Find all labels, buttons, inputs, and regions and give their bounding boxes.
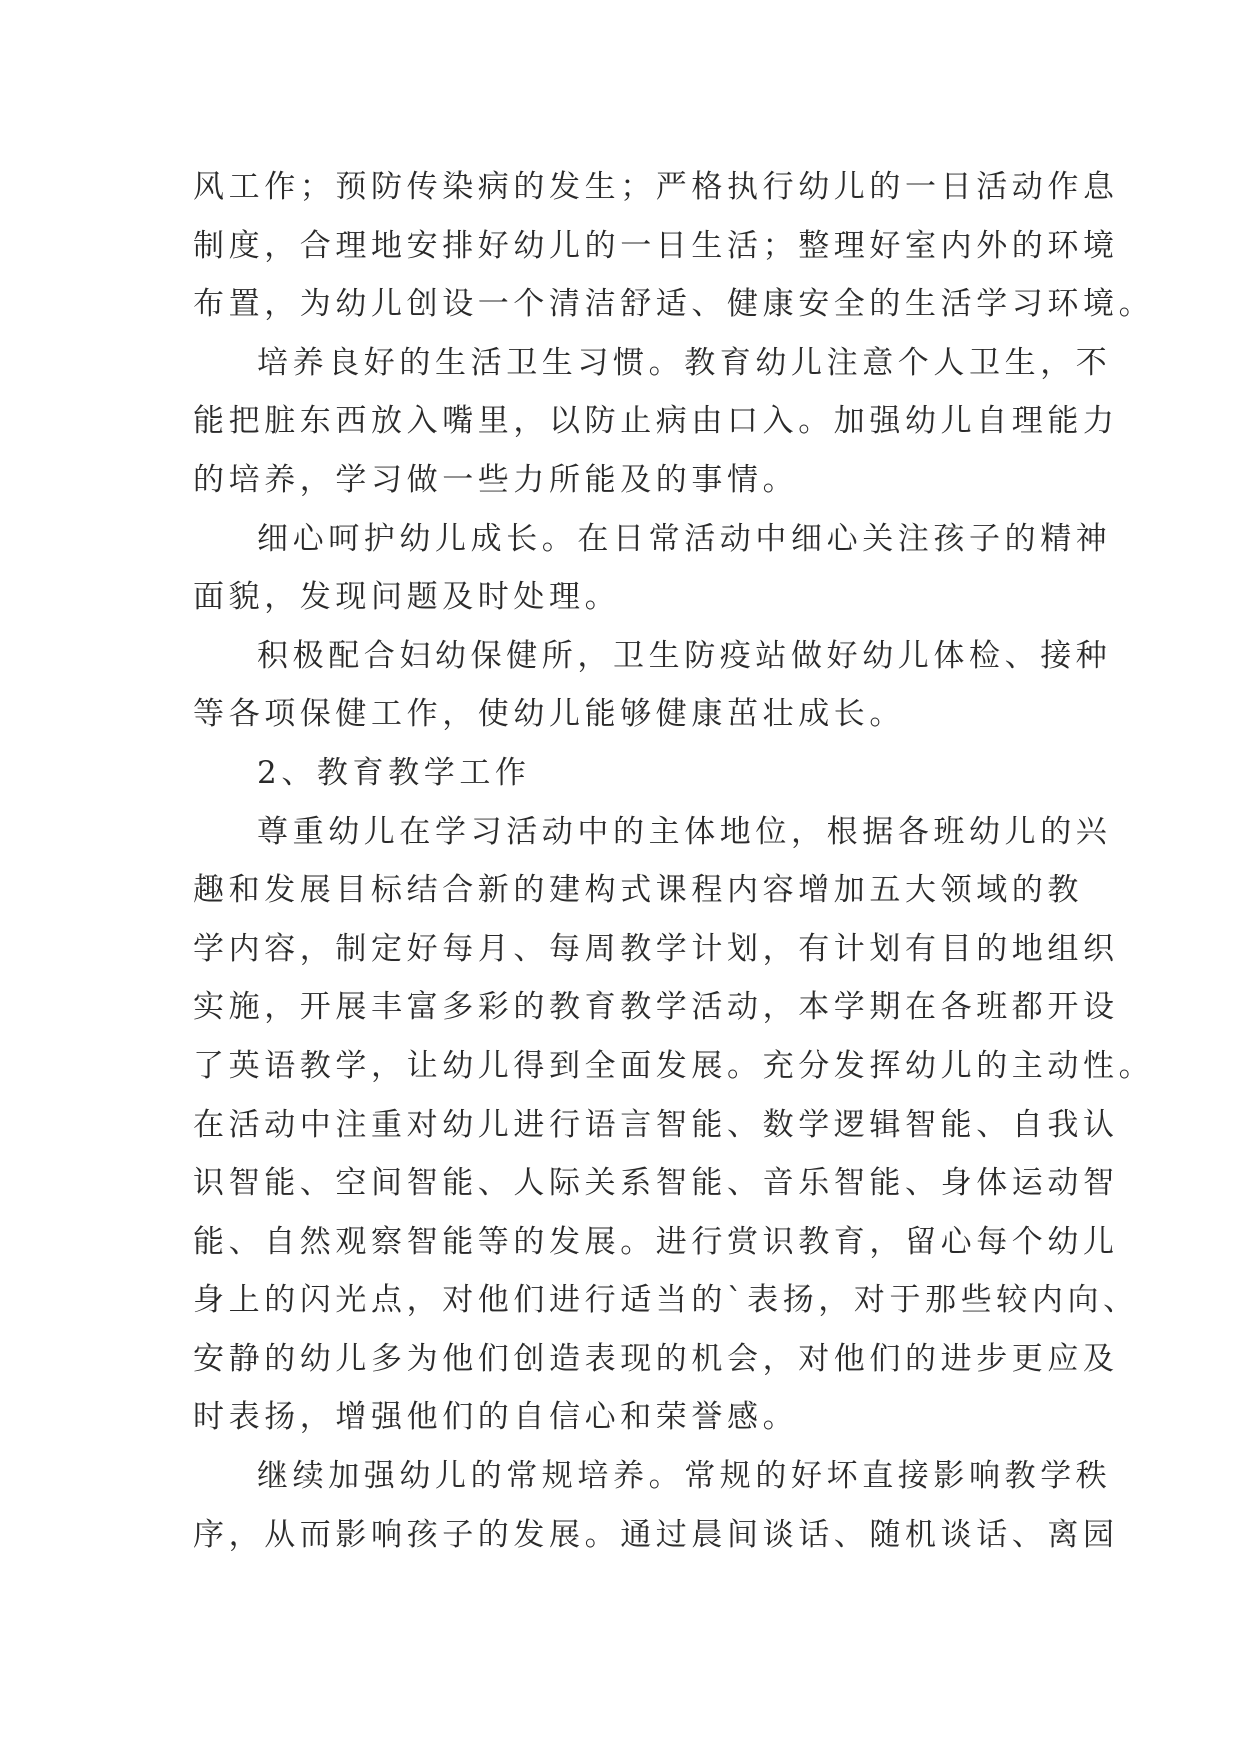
text-line: 序，从而影响孩子的发展。通过晨间谈话、随机谈话、离园	[193, 1516, 1119, 1553]
text-line: 风工作；预防传染病的发生；严格执行幼儿的一日活动作息	[193, 169, 1119, 205]
text-line: 的培养，学习做一些力所能及的事情。	[193, 461, 799, 498]
paragraph-start-line: 培养良好的生活卫生习惯。教育幼儿注意个人卫生，不	[257, 344, 1112, 381]
text-line: 识智能、空间智能、人际关系智能、音乐智能、身体运动智	[193, 1165, 1119, 1202]
text-line: 学内容，制定好每月、每周教学计划，有计划有目的地组织	[193, 930, 1119, 967]
body-text	[193, 158, 1155, 1564]
text-line: 能把脏东西放入嘴里，以防止病由口入。加强幼儿自理能力	[193, 403, 1119, 440]
text-line: 能、自然观察智能等的发展。进行赏识教育，留心每个幼儿	[193, 1223, 1119, 1260]
text-line: 实施，开展丰富多彩的教育教学活动，本学期在各班都开设	[193, 989, 1119, 1026]
paragraph-start-line: 细心呵护幼儿成长。在日常活动中细心关注孩子的精神	[257, 520, 1112, 557]
text-line: 了英语教学，让幼儿得到全面发展。充分发挥幼儿的主动性。	[193, 1047, 1155, 1084]
section-heading: 2、教育教学工作	[257, 754, 531, 791]
text-line: 面貌，发现问题及时处理。	[193, 579, 621, 616]
text-line: 身上的闪光点，对他们进行适当的`表扬，对于那些较内向、	[193, 1282, 1139, 1319]
text-line: 趣和发展目标结合新的建构式课程内容增加五大领域的教	[193, 872, 1083, 909]
paragraph-start-line: 尊重幼儿在学习活动中的主体地位，根据各班幼儿的兴	[257, 813, 1112, 850]
paragraph-start-line: 积极配合妇幼保健所，卫生防疫站做好幼儿体检、接种	[257, 637, 1112, 674]
text-line: 布置，为幼儿创设一个清洁舒适、健康安全的生活学习环境。	[193, 286, 1155, 323]
paragraph-start-line: 继续加强幼儿的常规培养。常规的好坏直接影响教学秩	[257, 1458, 1112, 1495]
text-line: 安静的幼儿多为他们创造表现的机会，对他们的进步更应及	[193, 1340, 1119, 1377]
text-line: 制度，合理地安排好幼儿的一日生活；整理好室内外的环境	[193, 227, 1119, 264]
text-line: 在活动中注重对幼儿进行语言智能、数学逻辑智能、自我认	[193, 1106, 1119, 1143]
text-line: 等各项保健工作，使幼儿能够健康茁壮成长。	[193, 696, 905, 733]
text-line: 时表扬，增强他们的自信心和荣誉感。	[193, 1399, 799, 1436]
